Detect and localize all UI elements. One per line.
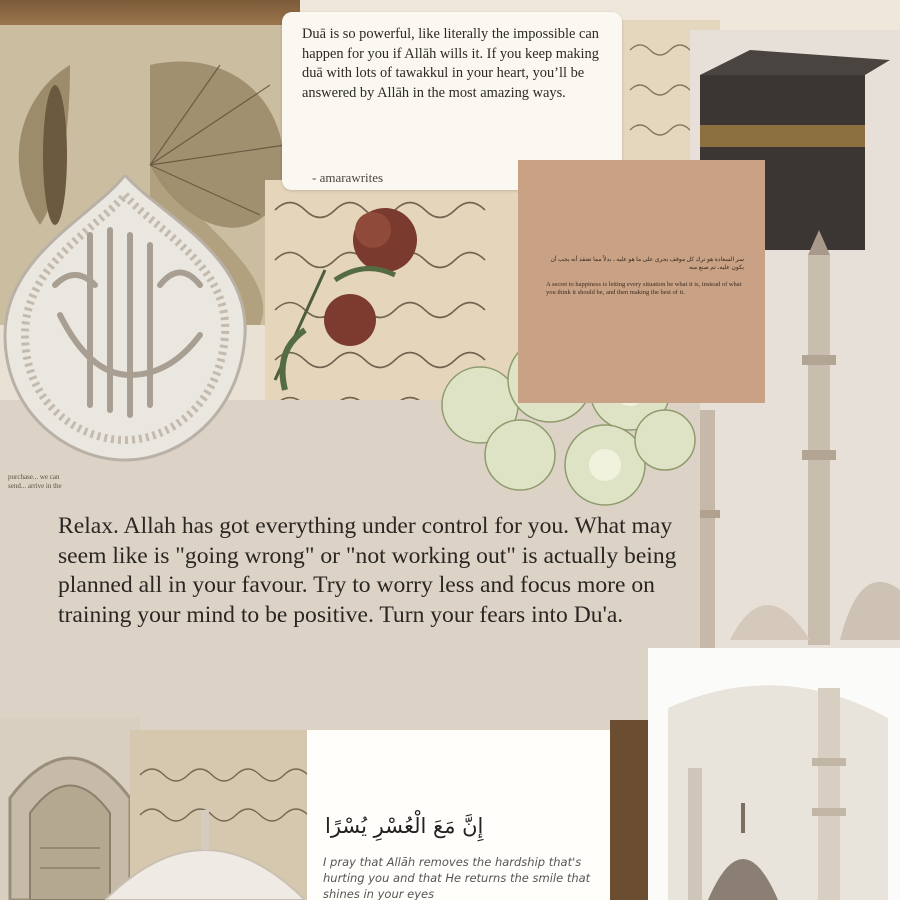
dark-wood-strip: [610, 720, 650, 900]
ayat-al-kursi-calligraphy-image: [0, 175, 250, 465]
hardship-quote-arabic: إِنَّ مَعَ الْعُسْرِ يُسْرًا: [325, 814, 484, 838]
hardship-quote-english: I pray that Allāh removes the hardship that's hurting you and that He returns the smile that shines in your eyes: [323, 855, 591, 900]
small-clipped-note: purchase... we can send... arrive in the: [8, 473, 62, 490]
relax-quote-text: Relax. Allah has got everything under control for you. What may seem like is "going wrong" or "not working out" is actually being planned all in your favour. Try to worry less and focus more on training your mind to be positive. Turn your fears into Du'a.: [58, 513, 677, 628]
happiness-quote-english: A secret to happiness is letting every situation be what it is, instead of what you think it should be, and then making the best of it.: [546, 281, 742, 296]
quote-author: - amarawrites: [312, 170, 384, 185]
white-dome-image: [105, 810, 305, 900]
happiness-quote-arabic: سر السعادة هو ترك كل موقف يجري على ما هو عليه ، بدلاً مما تعتقد أنه يجب أن يكون عليه، ثم صنع منه: [550, 257, 744, 271]
green-dome-mosque-image: [648, 648, 900, 900]
happiness-quote-card: [518, 160, 765, 403]
dua-quote-text: Duā is so powerful, like literally the impossible can happen for you if Allāh wills it. If you keep making duā with lots of tawakkul in your heart, you’ll be answered by Allāh in the most amazing ways.: [302, 26, 599, 101]
hardship-quote-card: [307, 730, 615, 900]
